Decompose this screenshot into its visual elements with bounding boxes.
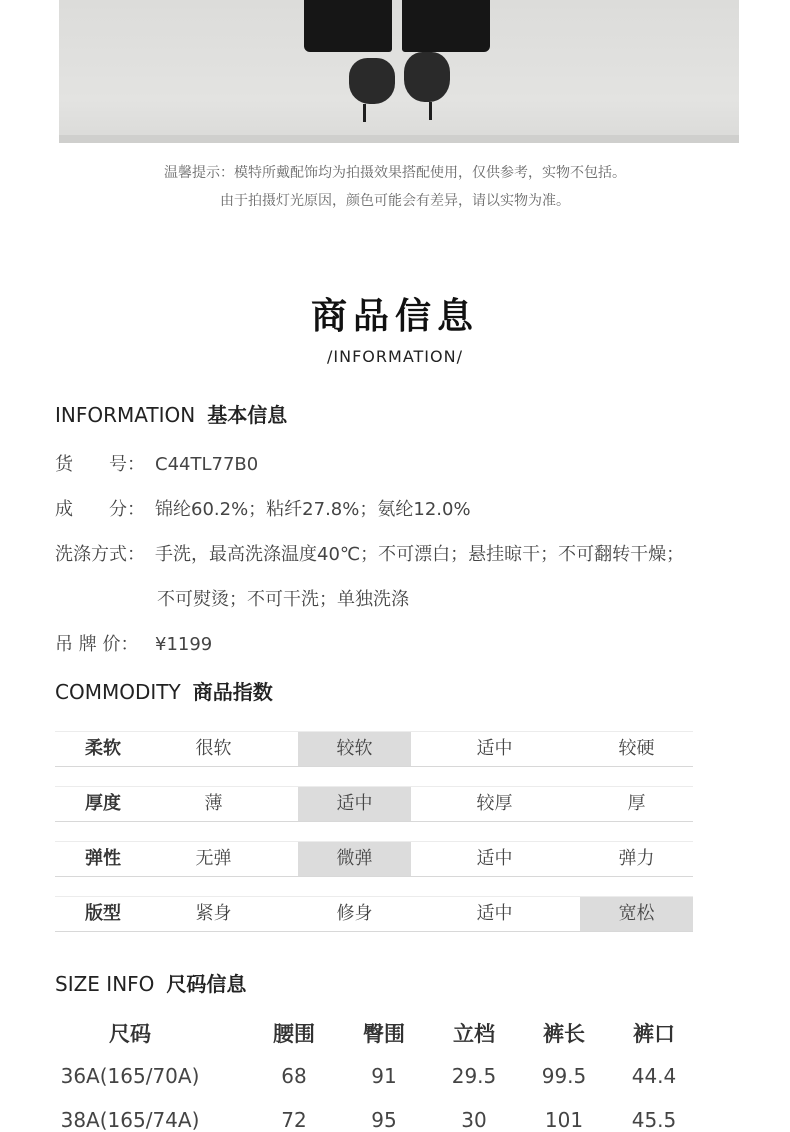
size-header-cell: 尺码 — [109, 1022, 151, 1046]
notice-line-2: 由于拍摄灯光原因，颜色可能会有差异，请以实物为准。 — [220, 193, 570, 209]
info-value: C44TL77B0 — [155, 454, 259, 475]
info-value: 手洗，最高洗涤温度40℃；不可漂白；悬挂晾干；不可翻转干燥； — [155, 544, 685, 565]
section-title: 商品信息 — [310, 296, 479, 337]
size-cell: 95 — [371, 1108, 397, 1132]
index-row-thickness — [55, 786, 693, 822]
index-name: 厚度 — [85, 793, 121, 814]
index-option: 适中 — [476, 738, 513, 759]
info-value: ¥1199 — [155, 634, 213, 655]
product-photo — [59, 0, 739, 143]
size-cell: 44.4 — [631, 1064, 677, 1088]
index-option: 无弹 — [195, 848, 232, 869]
info-heading-en: INFORMATION — [55, 403, 196, 427]
index-option: 适中 — [476, 848, 513, 869]
index-row-softness — [55, 731, 693, 767]
index-option: 紧身 — [195, 903, 232, 924]
info-row-washing — [55, 540, 684, 566]
section-subtitle: /INFORMATION/ — [327, 347, 463, 366]
info-label: 洗涤方式： — [55, 544, 145, 565]
commodity-heading-en: COMMODITY — [55, 680, 181, 704]
info-row-composition — [55, 495, 471, 521]
size-cell: 72 — [281, 1108, 307, 1132]
shoe-left — [349, 58, 395, 104]
index-row-fit — [55, 896, 693, 932]
index-name: 柔软 — [85, 738, 121, 759]
size-header-cell: 臀围 — [363, 1022, 405, 1046]
size-header-cell: 腰围 — [273, 1022, 315, 1046]
index-row-elasticity — [55, 841, 693, 877]
size-cell: 91 — [371, 1064, 397, 1088]
size-cell: 99.5 — [541, 1064, 587, 1088]
info-value-cont: 不可熨烫；不可干洗；单独洗涤 — [157, 589, 409, 610]
index-option: 适中 — [298, 787, 411, 821]
trouser-leg-left — [304, 0, 392, 52]
info-heading — [55, 399, 287, 428]
size-cell: 38A(165/74A) — [60, 1108, 200, 1132]
index-option: 微弹 — [298, 842, 411, 876]
index-option: 较硬 — [618, 738, 655, 759]
size-cell: 68 — [281, 1064, 307, 1088]
index-option: 厚 — [627, 793, 646, 814]
info-label: 吊 牌 价： — [55, 634, 139, 655]
index-option: 适中 — [476, 903, 513, 924]
trouser-leg-right — [402, 0, 490, 52]
heel-left — [363, 104, 366, 122]
size-header-cell: 立档 — [453, 1022, 495, 1046]
size-heading-en: SIZE INFO — [55, 972, 155, 996]
index-option: 修身 — [336, 903, 373, 924]
index-option: 弹力 — [618, 848, 655, 869]
index-option: 很软 — [195, 738, 232, 759]
index-name: 弹性 — [85, 848, 121, 869]
size-cell: 36A(165/70A) — [60, 1064, 200, 1088]
heel-right — [429, 102, 432, 120]
size-heading — [55, 968, 246, 997]
index-option: 薄 — [204, 793, 223, 814]
shoe-right — [404, 52, 450, 102]
info-heading-zh: 基本信息 — [207, 403, 288, 427]
info-label: 成 分： — [55, 499, 145, 520]
info-label: 货 号： — [55, 454, 145, 475]
info-row-price — [55, 630, 212, 656]
size-cell: 101 — [544, 1108, 584, 1132]
size-cell: 29.5 — [451, 1064, 497, 1088]
index-option: 较厚 — [476, 793, 513, 814]
notice-line-1: 温馨提示：模特所戴配饰均为拍摄效果搭配使用，仅供参考，实物不包括。 — [164, 165, 626, 181]
commodity-heading — [55, 676, 273, 705]
photo-floor — [59, 135, 739, 143]
size-cell: 45.5 — [631, 1108, 677, 1132]
size-header-cell: 裤口 — [633, 1022, 675, 1046]
info-row-washing-cont — [157, 585, 409, 611]
commodity-heading-zh: 商品指数 — [192, 680, 273, 704]
size-heading-zh: 尺码信息 — [166, 972, 247, 996]
index-option: 较软 — [298, 732, 411, 766]
size-cell: 30 — [461, 1108, 487, 1132]
info-row-item-no — [55, 450, 258, 476]
info-value: 锦纶60.2%；粘纤27.8%；氨纶12.0% — [155, 499, 471, 520]
index-option: 宽松 — [580, 897, 693, 931]
index-name: 版型 — [85, 903, 121, 924]
size-header-cell: 裤长 — [543, 1022, 585, 1046]
